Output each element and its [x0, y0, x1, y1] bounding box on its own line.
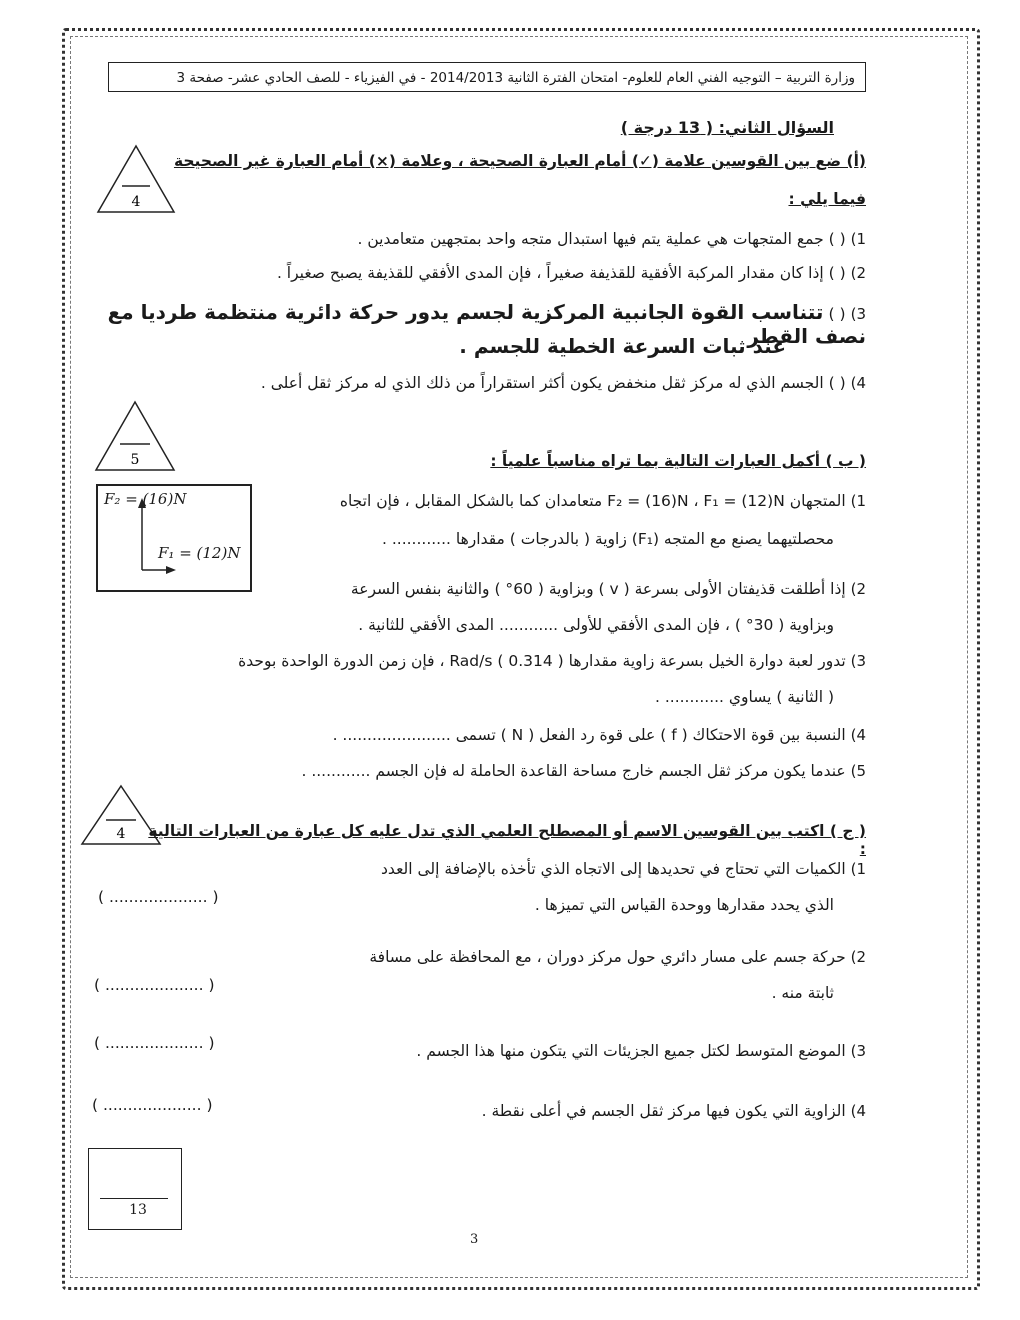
score-c: 4: [116, 826, 126, 842]
b-item-4[interactable]: 4) النسبة بين قوة الاحتكاك ( f ) على قوة رد الفعل ( N ) تسمى ...................... .: [332, 726, 866, 744]
c-answer-2[interactable]: ( .................... ): [94, 976, 215, 994]
score-a: 4: [131, 194, 141, 210]
a-item-3-line2: عند ثبات السرعة الخطية للجسم .: [459, 334, 786, 358]
b-item-2: 2) إذا أطلقت قذيفتان الأولى بسرعة ( v ) وبزاوية ( 60° ) والثانية بنفس السرعة: [350, 580, 866, 598]
c-item-1: 1) الكميات التي تحتاج في تحديدها إلى الاتجاه الذي تأخذه بالإضافة إلى العدد: [381, 860, 866, 878]
answer-paren[interactable]: ( ): [828, 230, 846, 248]
c-item-3: 3) الموضع المتوسط لكتل جميع الجزيئات التي يتكون منها هذا الجسم .: [416, 1042, 866, 1060]
answer-paren[interactable]: ( ): [828, 264, 846, 282]
a-item-4: 4) ( ) الجسم الذي له مركز ثقل منخفض يكون أكثر استقراراً من ذلك الذي له مركز ثقل أعلى .: [260, 374, 866, 392]
c-item-2-line2: ثابتة منه .: [771, 984, 834, 1002]
section-a-instruction: (أ) ضع بين القوسين علامة (✓) أمام العبارة الصحيحة ، وعلامة (×) أمام العبارة غير الصحيحة: [173, 152, 866, 170]
b-item-1: 1) المتجهان F₂ = (16)N ، F₁ = (12)N متعامدان كما بالشكل المقابل ، فإن اتجاه: [339, 492, 866, 510]
b-item-5[interactable]: 5) عندما يكون مركز ثقل الجسم خارج مساحة القاعدة الحاملة له فإن الجسم ............ .: [301, 762, 866, 780]
score-triangle-a: [96, 144, 176, 214]
a-item-2: 2) ( ) إذا كان مقدار المركبة الأفقية للقذيفة صغيراً ، فإن المدى الأفقي للقذيفة يصبح صغيراً .: [276, 264, 866, 282]
answer-paren[interactable]: ( ): [828, 374, 846, 392]
vector-figure: [96, 484, 252, 592]
c-answer-3[interactable]: ( .................... ): [94, 1034, 215, 1052]
b-item-3-line2[interactable]: ( الثانية ) يساوي ............ .: [655, 688, 834, 706]
b-item-1-line2[interactable]: محصلتيهما يصنع مع المتجه (F₁) زاوية ( بالدرجات ) مقدارها ............ .: [381, 530, 834, 548]
c-item-1-line2: الذي يحدد مقدارها ووحدة القياس التي تميزها .: [534, 896, 834, 914]
score-b: 5: [130, 452, 140, 468]
page-number: 3: [470, 1232, 479, 1247]
answer-paren[interactable]: ( ): [828, 305, 846, 323]
total-score-line: [100, 1198, 168, 1199]
section-b-instruction: ( ب ) أكمل العبارات التالية بما تراه مناسباً علمياً :: [490, 452, 866, 470]
c-item-2: 2) حركة جسم على مسار دائري حول مركز دوران ، مع المحافظة على مسافة: [369, 948, 866, 966]
f1-label: F₁ = (12)N: [158, 544, 241, 562]
score-triangle-b: [94, 400, 176, 472]
question-title: السؤال الثاني: ( 13 درجة ): [620, 118, 834, 137]
total-score: 13: [129, 1202, 147, 1218]
c-answer-1[interactable]: ( .................... ): [98, 888, 219, 906]
section-c-instruction: ( ج ) اكتب بين القوسين الاسم أو المصطلح العلمي الذي تدل عليه كل عبارة من العبارات التالية :: [148, 822, 866, 858]
exam-header: وزارة التربية – التوجيه الفني العام للعلوم- امتحان الفترة الثانية 2014/2013 - في الفيزياء - للصف الحادي عشر- صفحة 3: [108, 62, 866, 92]
a-item-1: 1) ( ) جمع المتجهات هي عملية يتم فيها استبدال متجه واحد بمتجهين متعامدين .: [357, 230, 866, 248]
c-answer-4[interactable]: ( .................... ): [92, 1096, 213, 1114]
b-item-3: 3) تدور لعبة دوارة الخيل بسرعة زاوية مقدارها Rad/s ( 0.314 ) ، فإن زمن الدورة الواحدة بوحدة: [238, 652, 866, 670]
a-item-3: 3) ( ) تتناسب القوة الجانبية المركزية لجسم يدور حركة دائرية منتظمة طرديا مع نصف القطر: [107, 300, 866, 348]
section-a-instruction-2: فيما يلي :: [788, 190, 866, 208]
b-item-2-line2[interactable]: وبزاوية ( 30° ) ، فإن المدى الأفقي للأولى ............ المدى الأفقي للثانية .: [358, 616, 834, 634]
c-item-4: 4) الزاوية التي يكون فيها مركز ثقل الجسم في أعلى نقطة .: [481, 1102, 866, 1120]
f2-label: F₂ = (16)N: [104, 490, 187, 508]
